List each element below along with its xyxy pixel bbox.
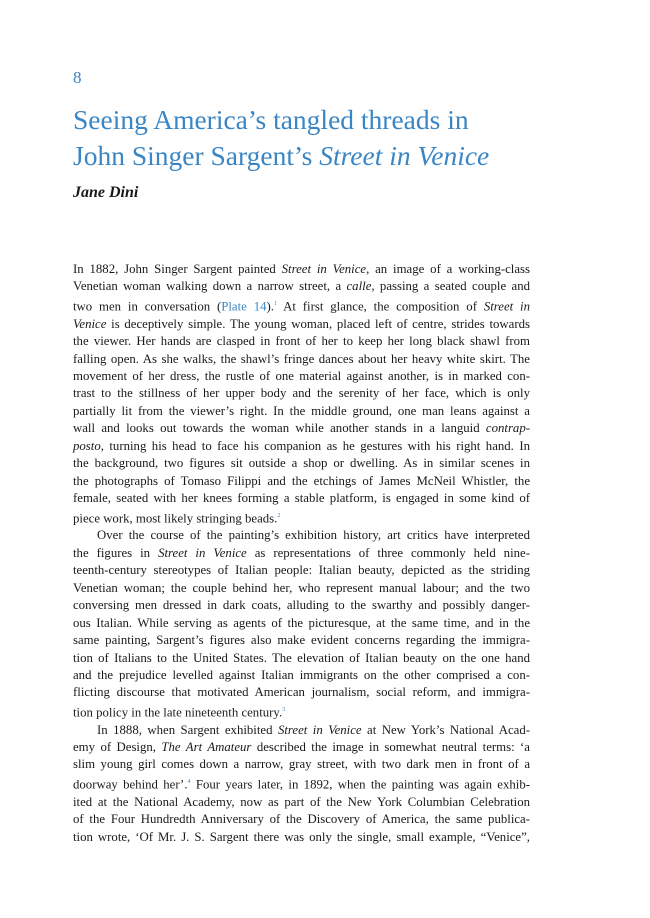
text-line: tion policy in the late nineteenth century.$^3$ xyxy=(73,705,286,720)
footnote-ref-1[interactable]: 1 xyxy=(273,300,277,307)
footnote-ref-2[interactable]: 2 xyxy=(277,512,281,519)
chapter-title-line-1: Seeing America’s tangled threads in xyxy=(73,104,469,135)
text-line: ited at the National Academy, now as part of the New York Columbian Celebration xyxy=(73,794,530,809)
chapter-number: 8 xyxy=(73,68,82,87)
text-line: posto, turning his head to face his companion as he gestures with his right hand. In xyxy=(73,438,530,453)
text-line: the viewer. Her hands are clasped in front of her to keep her long black shawl from xyxy=(73,334,530,349)
text-line: flicting discourse that motivated American journalism, social reform, and immigra- xyxy=(73,685,530,700)
text-line: of the Four Hundredth Anniversary of the Discovery of America, the same publica- xyxy=(73,812,530,827)
chapter-title-italic: Street in Venice xyxy=(319,140,490,171)
text-line: and the prejudice levelled against Italian immigrants on the other comprised a con- xyxy=(73,667,530,682)
footnote-ref-4[interactable]: 4 xyxy=(187,778,191,785)
text-line: teenth-century stereotypes of Italian people: Italian beauty, depicted as the striding xyxy=(73,563,530,578)
text-line: Venetian woman; the couple behind her, who represent manual labour; and the two xyxy=(73,580,530,595)
chapter-title-plain: John Singer Sargent’s xyxy=(73,140,320,171)
text-line: the figures in Street in Venice as representations of three commonly held nine- xyxy=(73,545,530,560)
text-line: In 1888, when Sargent exhibited Street in Venice at New York’s National Acad- xyxy=(97,722,530,737)
plate-14-link[interactable]: Plate 14 xyxy=(221,299,267,314)
text-line: piece work, most likely stringing beads.$^2$ xyxy=(73,510,281,525)
text-line: emy of Design, The Art Amateur described the image in somewhat neutral terms: ‘a xyxy=(73,740,530,755)
text-line: tion wrote, ‘Of Mr. J. S. Sargent there was only the single, small example, “Venice”, xyxy=(73,829,530,844)
text-line: Venice is deceptively simple. The young woman, placed left of centre, strides towards xyxy=(73,316,530,331)
chapter-title xyxy=(73,102,533,174)
paragraph-3 xyxy=(73,722,530,846)
text-line: female, seated with her knees forming a stable platform, is engaged in some kind of xyxy=(73,491,530,506)
text-line: Over the course of the painting’s exhibition history, art critics have interpreted xyxy=(97,528,530,543)
text-line: conversing men dressed in dark coats, alluding to the swarthy and possibly danger- xyxy=(73,598,530,613)
text-line: tion of Italians to the United States. The elevation of Italian beauty on the one hand xyxy=(73,650,530,665)
text-line: ous Italian. While serving as agents of the picturesque, at the same time, and in the xyxy=(73,615,530,630)
text-line: partially lit from the viewer’s right. In the middle ground, one man leans against a xyxy=(73,403,530,418)
text-line: slim young girl comes down a narrow, gray street, with two dark men in front of a xyxy=(73,757,530,772)
text-line: wall and looks out towards the woman while another stands in a languid contrap- xyxy=(73,421,530,436)
text-line: trast to the stillness of her upper body and the serenity of her face, which is only xyxy=(73,386,530,401)
text-line: the photographs of Tomaso Filippi and the etchings of James McNeil Whistler, the xyxy=(73,473,530,488)
text-line: falling open. As she walks, the shawl’s fringe dances about her heavy white skirt. The xyxy=(73,351,530,366)
text-line: same painting, Sargent’s figures also make evident concerns regarding the immigra- xyxy=(73,633,530,648)
author-name: Jane Dini xyxy=(73,184,139,201)
paragraph-1 xyxy=(73,261,530,527)
text-line: the background, two figures sit outside a shop or dwelling. As in similar scenes in xyxy=(73,456,530,471)
footnote-ref-3[interactable]: 3 xyxy=(282,706,286,713)
text-line: two men in conversation (Plate 14).$^1$ At first glance, the composition of Street in xyxy=(73,299,530,314)
text-line: In 1882, John Singer Sargent painted Street in Venice, an image of a working-class xyxy=(73,262,530,276)
text-line: movement of her dress, the rustle of one material against another, is in marked con- xyxy=(73,368,530,383)
paragraph-2 xyxy=(73,527,530,721)
chapter-title-line-2 xyxy=(73,138,533,174)
text-line: doorway behind her’.$^4$ Four years later, in 1892, when the painting was again exhib- xyxy=(73,777,530,792)
text-line: Venetian woman walking down a narrow street, a calle, passing a seated couple and xyxy=(73,279,531,294)
body-text xyxy=(73,261,530,846)
